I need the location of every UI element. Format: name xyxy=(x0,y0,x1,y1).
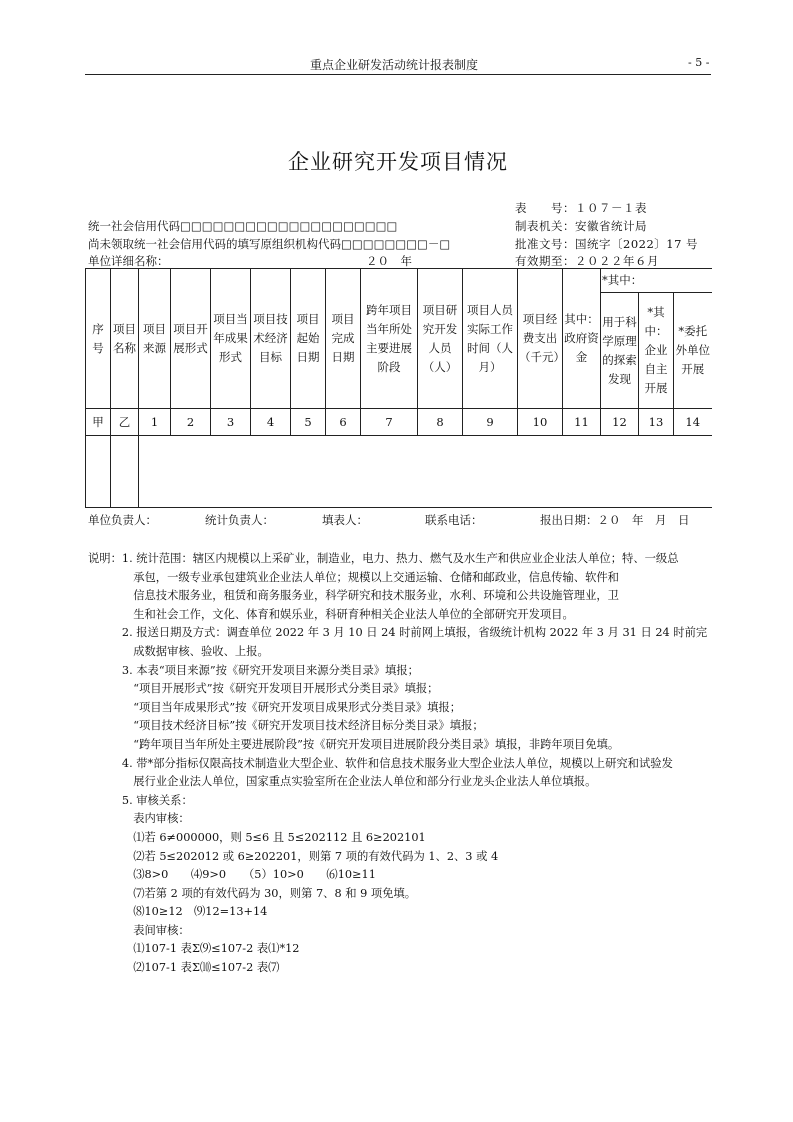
header-seq: 序号 xyxy=(86,269,111,409)
header-gov-funds: 其中：政府资金 xyxy=(563,269,601,409)
header-result-form: 项目当年成果形式 xyxy=(211,269,251,409)
unit-head-label: 单位负责人： xyxy=(88,513,157,527)
org-code: 尚未领取统一社会信用代码的填写原组织机构代码□□□□□□□□－□ xyxy=(88,237,451,251)
code-cell: 13 xyxy=(639,409,674,436)
note-line: ⑺若第 2 项的有效代码为 30，则第 7、8 和 9 项免填。 xyxy=(88,886,417,900)
credit-code: 统一社会信用代码□□□□□□□□□□□□□□□□□□□□ xyxy=(88,219,398,233)
header-expense: 项目经费支出（千元） xyxy=(518,269,563,409)
note-line: 表间审核： xyxy=(88,923,190,937)
filler-label: 填表人： xyxy=(322,513,368,527)
valid-until: 有效期至：２０２２年６月 xyxy=(515,254,659,268)
code-cell: 11 xyxy=(563,409,601,436)
report-year: ２０ 年 xyxy=(366,254,412,268)
note-line: 表内审核： xyxy=(88,812,190,826)
note-line: 成数据审核、验收、上报。 xyxy=(88,644,269,658)
code-cell: 14 xyxy=(674,409,712,436)
note-line: 2. 报送日期及方式：调查单位 2022 年 3 月 10 日 24 时前网上填报，省级统计机构 2022 年 3 月 31 日 24 时前完 xyxy=(88,626,708,640)
notes-section xyxy=(88,550,713,978)
header-progress-stage: 跨年项目当年所处主要进展阶段 xyxy=(361,269,418,409)
header-start-date: 项目起始日期 xyxy=(291,269,326,409)
header-outsourced: *委托外单位开展 xyxy=(674,293,712,409)
note-line: 5. 审核关系： xyxy=(88,793,193,807)
running-title: 重点企业研发活动统计报表制度 xyxy=(310,58,479,72)
header-project-name: 项目名称 xyxy=(111,269,139,409)
code-cell: 4 xyxy=(251,409,291,436)
rd-project-table xyxy=(85,268,712,508)
page-number: - 5 - xyxy=(688,56,710,69)
note-line: 4. 带*部分指标仅限高技术制造业大型企业、软件和信息技术服务业大型企业法人单位，规模以上研究和试验发 xyxy=(88,756,673,770)
approval-number: 批准文号：国统字〔2022〕17 号 xyxy=(515,237,699,251)
code-cell: 2 xyxy=(171,409,211,436)
note-line: ⑻10≥12 ⑼12=13+14 xyxy=(88,905,268,919)
stat-head-label: 统计负责人： xyxy=(205,513,274,527)
note-line: “项目当年成果形式”按《研究开发项目成果形式分类目录》填报； xyxy=(88,700,462,714)
code-cell: 9 xyxy=(463,409,518,436)
code-cell: 6 xyxy=(326,409,361,436)
header-self-conducted: *其中：企业自主开展 xyxy=(639,293,674,409)
header-rd-staff: 项目研究开发人员（人） xyxy=(418,269,463,409)
code-cell: 甲 xyxy=(86,409,111,436)
note-line: 说明：1. 统计范围：辖区内规模以上采矿业，制造业，电力、热力、燃气及水生产和供应业企业法人单位；特、一级总 xyxy=(88,552,679,565)
note-line: “跨年项目当年所处主要进展阶段”按《研究开发项目进展阶段分类目录》填报，非跨年项目免填。 xyxy=(88,737,620,751)
note-line: 信息技术服务业，租赁和商务服务业，科学研究和技术服务业，水利、环境和公共设施管理业，卫 xyxy=(88,589,619,603)
report-date-label: 报出日期：２０ 年 月 日 xyxy=(540,513,690,527)
header-end-date: 项目完成日期 xyxy=(326,269,361,409)
header-rule xyxy=(85,74,711,75)
note-line: 3. 本表“项目来源”按《研究开发项目来源分类目录》填报； xyxy=(88,663,419,677)
code-cell: 8 xyxy=(418,409,463,436)
page-title: 企业研究开发项目情况 xyxy=(288,150,508,174)
note-line: ⑴107-1 表Σ⑼≤107-2 表⑴*12 xyxy=(88,942,300,956)
code-cell: 乙 xyxy=(111,409,139,436)
code-cell: 1 xyxy=(139,409,171,436)
code-cell: 3 xyxy=(211,409,251,436)
issuing-authority: 制表机关：安徽省统计局 xyxy=(515,219,647,233)
unit-name: 单位详细名称： xyxy=(88,254,169,268)
header-among: *其中： xyxy=(601,269,712,293)
note-line: 生和社会工作，文化、体育和娱乐业，科研育种相关企业法人单位的全部研究开发项目。 xyxy=(88,607,574,621)
data-cell[interactable] xyxy=(111,436,139,508)
note-line: 展行业企业法人单位，国家重点实验室所在企业法人单位和部分行业龙头企业法人单位填报。 xyxy=(88,775,597,789)
note-line: ⑴若 6≠000000，则 5≤6 且 5≤202112 且 6≥202101 xyxy=(88,830,426,844)
code-cell: 5 xyxy=(291,409,326,436)
note-line: “项目开展形式”按《研究开发项目开展形式分类目录》填报； xyxy=(88,682,439,696)
note-line: 承包，一级专业承包建筑业企业法人单位；规模以上交通运输、仓储和邮政业，信息传输、软件和 xyxy=(88,570,619,584)
data-cell[interactable] xyxy=(139,436,712,508)
note-line: ⑵107-1 表Σ⑽≤107-2 表⑺ xyxy=(88,961,280,975)
table-number: 表 号：１０７－１表 xyxy=(515,201,647,215)
code-cell: 12 xyxy=(601,409,639,436)
header-basic-research: 用于科学原理的探索发现 xyxy=(601,293,639,409)
code-cell: 10 xyxy=(518,409,563,436)
phone-label: 联系电话： xyxy=(425,513,483,527)
header-project-form: 项目开展形式 xyxy=(171,269,211,409)
note-line: ⑵若 5≤202012 或 6≥202201，则第 7 项的有效代码为 1、2、3 或 4 xyxy=(88,849,499,863)
header-work-time: 项目人员实际工作时间（人月） xyxy=(463,269,518,409)
note-line: “项目技术经济目标”按《研究开发项目技术经济目标分类目录》填报； xyxy=(88,719,484,733)
data-cell[interactable] xyxy=(86,436,111,508)
code-cell: 7 xyxy=(361,409,418,436)
header-project-source: 项目来源 xyxy=(139,269,171,409)
header-tech-goal: 项目技术经济目标 xyxy=(251,269,291,409)
note-line: ⑶8>0 ⑷9>0 （5）10>0 ⑹10≥11 xyxy=(88,868,376,882)
